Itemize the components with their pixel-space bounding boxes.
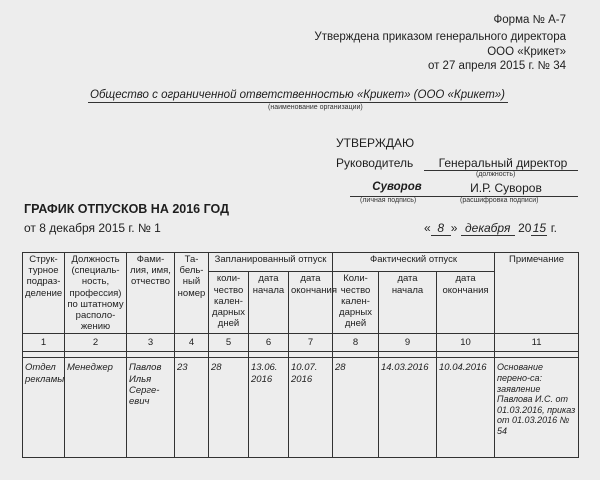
organization-caption: (наименование организации): [268, 104, 363, 111]
decoding-caption: (расшифровка подписи): [460, 197, 539, 204]
header-tab-number: Та-бель-ный номер: [175, 253, 209, 334]
approved-line-3: от 27 апреля 2015 г. № 34: [427, 60, 566, 72]
column-number: 11: [495, 334, 579, 352]
header-name: Фами-лия, имя, отчество: [127, 253, 175, 334]
cell-name: Павлов Илья Серге-евич: [127, 358, 175, 458]
position-value: Генеральный директор: [438, 156, 568, 170]
column-number: 7: [289, 334, 333, 352]
cell-position: Менеджер: [65, 358, 127, 458]
position-caption: (должность): [476, 171, 516, 178]
column-number: 6: [249, 334, 289, 352]
organization-name: Общество с ограниченной ответственностью «Крикет» (ООО «Крикет»): [90, 89, 506, 101]
header-actual-end: дата окончания: [437, 272, 495, 334]
document-number: от 8 декабря 2015 г. № 1: [24, 221, 161, 235]
header-structure: Струк-турное подраз-деление: [23, 253, 65, 334]
header-planned-end: дата окончания: [289, 272, 333, 334]
cell-planned-end: 10.07. 2016: [289, 358, 333, 458]
column-number: 1: [23, 334, 65, 352]
header-planned-days: коли-чество кален-дарных дней: [209, 272, 249, 334]
cell-structure: Отдел рекламы: [23, 358, 65, 458]
header-actual: Фактический отпуск: [333, 253, 495, 272]
column-number: 3: [127, 334, 175, 352]
header-actual-start: дата начала: [379, 272, 437, 334]
signature-caption: (личная подпись): [360, 197, 417, 204]
cell-actual-days: 28: [333, 358, 379, 458]
approved-line-1: Утверждена приказом генерального директора: [314, 31, 566, 43]
cell-note: Основание перено-са: заявление Павлова И.С. от 01.03.2016, приказ от 01.03.2016 № 54: [495, 358, 579, 458]
header-actual-days: Коли-чество кален-дарных дней: [333, 272, 379, 334]
date-year-unit: г.: [550, 221, 558, 235]
signature: Суворов: [372, 181, 422, 193]
form-number: Форма № А-7: [493, 14, 566, 26]
column-number: 4: [175, 334, 209, 352]
column-number: 8: [333, 334, 379, 352]
header-position: Должность (специаль-ность, профессия) по штатному располо-жению: [65, 253, 127, 334]
cell-planned-start: 13.06. 2016: [249, 358, 289, 458]
cell-tab-number: 23: [175, 358, 209, 458]
date-month: декабря: [461, 221, 515, 236]
column-number: 9: [379, 334, 437, 352]
column-number: 2: [65, 334, 127, 352]
head-label: Руководитель: [336, 156, 414, 170]
document-title: ГРАФИК ОТПУСКОВ НА 2016 ГОД: [24, 202, 229, 216]
cell-actual-end: 10.04.2016: [437, 358, 495, 458]
column-number: 10: [437, 334, 495, 352]
column-number: 5: [209, 334, 249, 352]
vacation-schedule-table: [22, 252, 579, 458]
header-note: Примечание: [495, 253, 579, 334]
approve-title: УТВЕРЖДАЮ: [336, 136, 415, 150]
cell-planned-days: 28: [209, 358, 249, 458]
date-year-suffix: 15: [532, 221, 547, 235]
header-planned: Запланированный отпуск: [209, 253, 333, 272]
approval-date: « 8 » декабря 2015 г.: [424, 221, 558, 235]
table-row: [23, 358, 579, 458]
date-year-prefix: 20: [518, 221, 532, 235]
signature-decoding: И.Р. Суворов: [470, 181, 542, 195]
header-planned-start: дата начала: [249, 272, 289, 334]
organization-underline: [88, 102, 508, 103]
date-day: 8: [431, 221, 451, 236]
approved-line-2: ООО «Крикет»: [487, 46, 566, 58]
cell-actual-start: 14.03.2016: [379, 358, 437, 458]
column-number-row: [23, 334, 579, 352]
